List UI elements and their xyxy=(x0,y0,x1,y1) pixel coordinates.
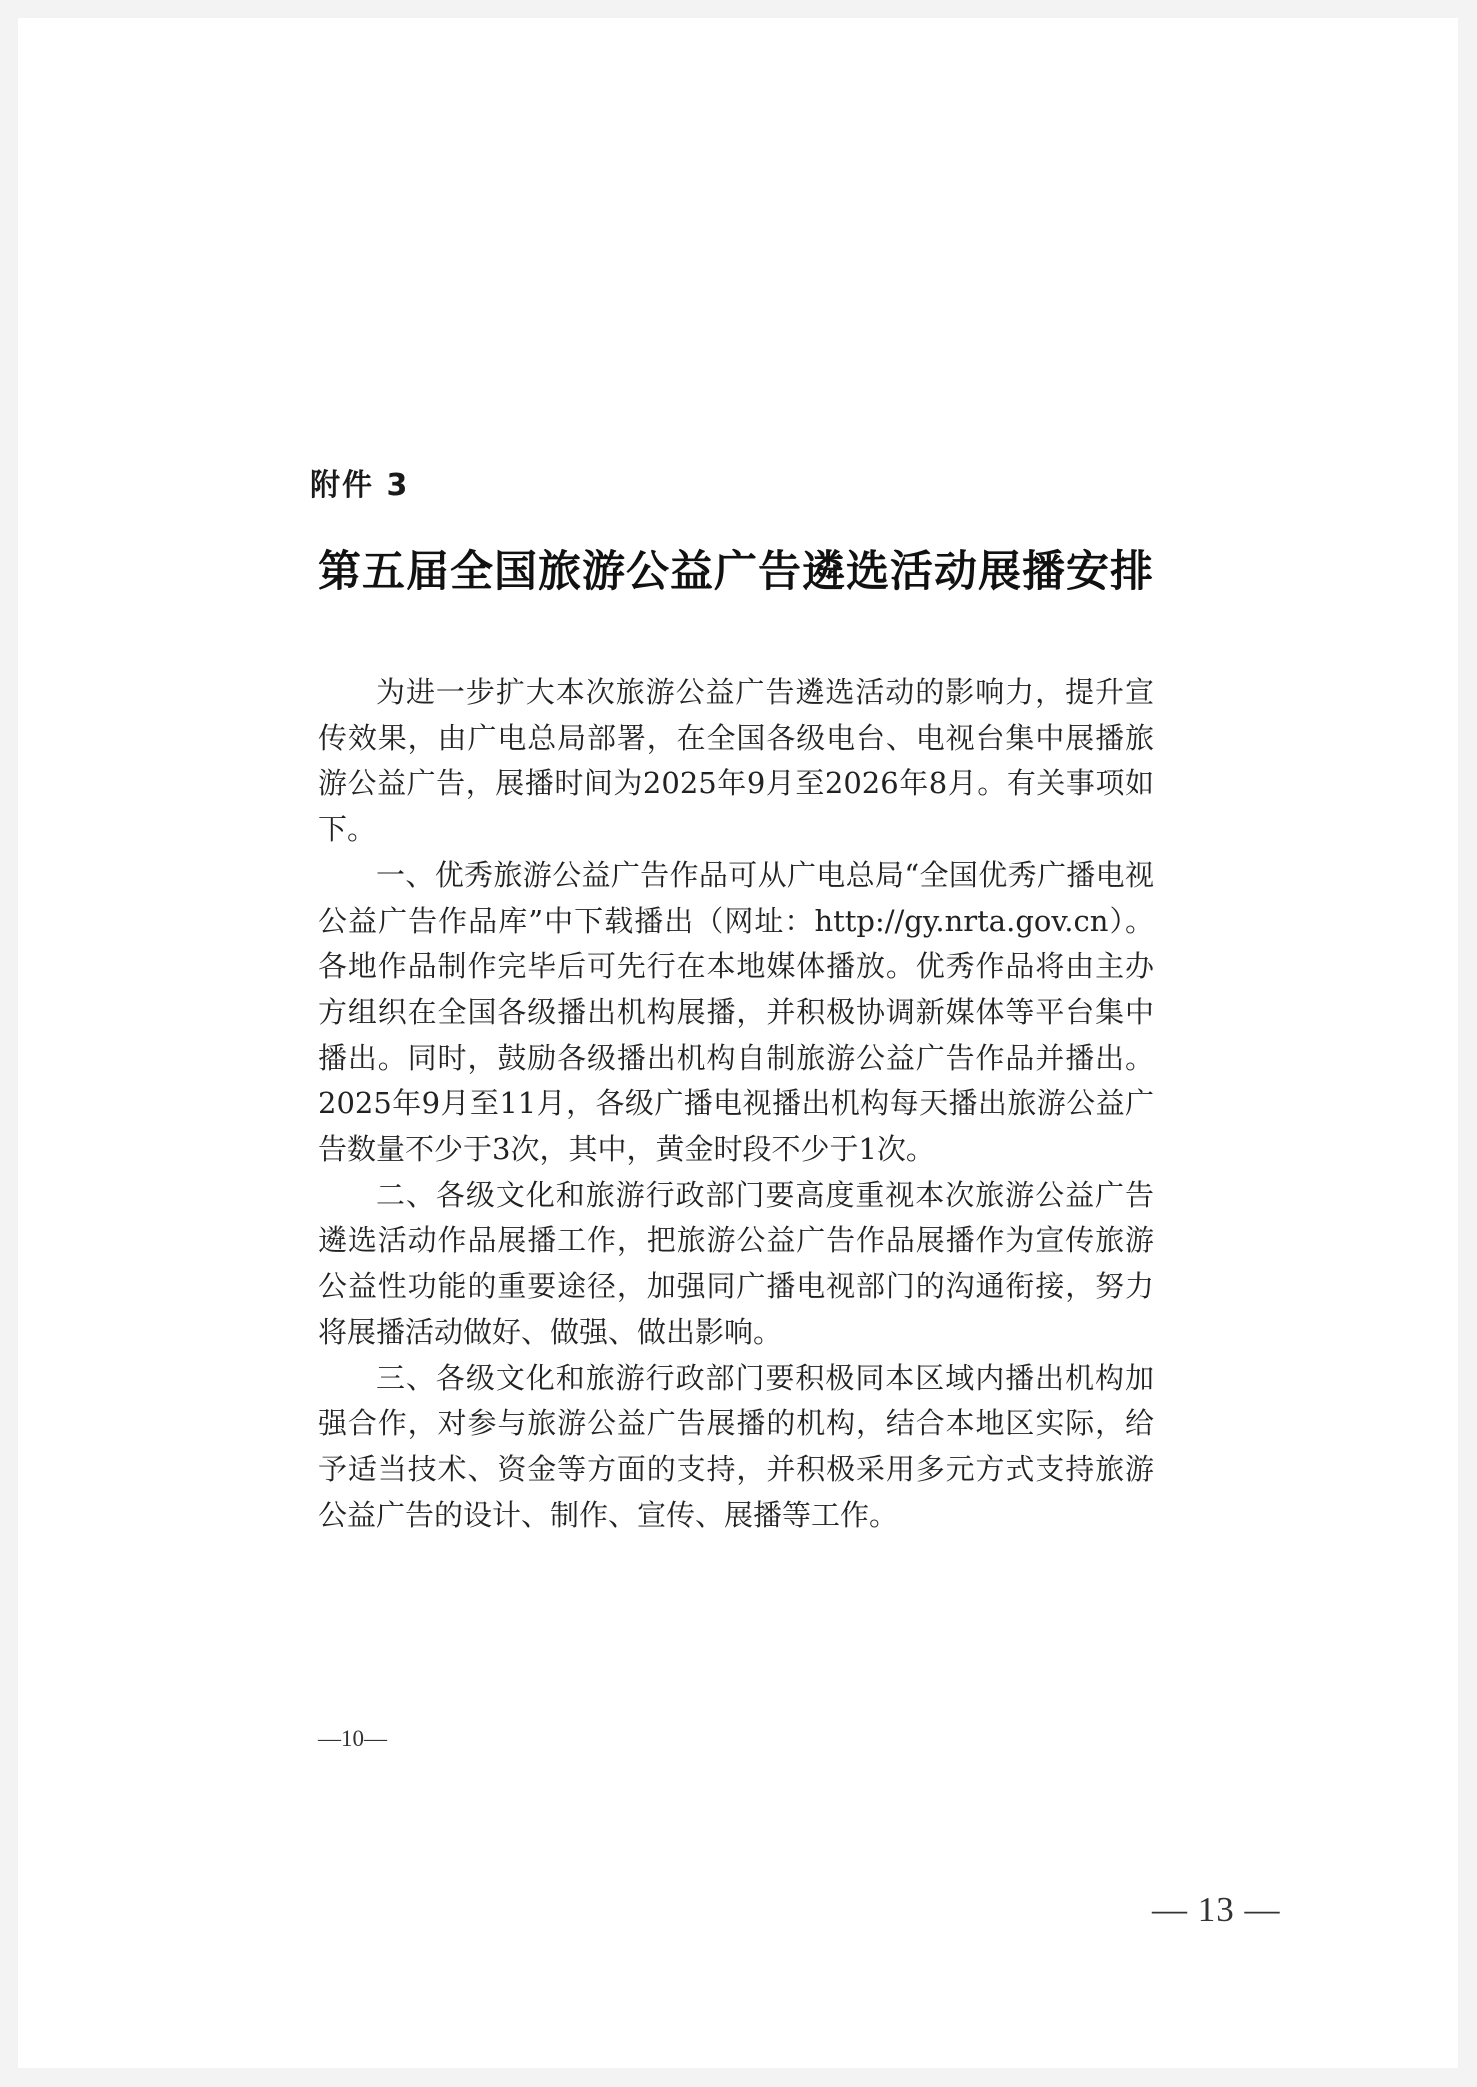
paragraph-item-3: 三、各级文化和旅游行政部门要积极同本区域内播出机构加强合作，对参与旅游公益广告展播的机构，结合本地区实际，给予适当技术、资金等方面的支持，并积极采用多元方式支持旅游公益广告的设计、制作、宣传、展播等工作。 xyxy=(318,1360,1154,1532)
outer-page-number: — 13 — xyxy=(1152,1890,1281,1929)
inner-page-number: —10— xyxy=(318,1726,387,1751)
document-body xyxy=(318,670,1154,1538)
document-page xyxy=(18,18,1458,2068)
attachment-label: 附件 3 xyxy=(310,468,410,503)
document-title: 第五届全国旅游公益广告遴选活动展播安排 xyxy=(318,547,1154,597)
paragraph-item-2: 二、各级文化和旅游行政部门要高度重视本次旅游公益广告遴选活动作品展播工作，把旅游公益广告作品展播作为宣传旅游公益性功能的重要途径，加强同广播电视部门的沟通衔接，努力将展播活动做好、做强、做出影响。 xyxy=(318,1177,1154,1349)
paragraph-item-1: 一、优秀旅游公益广告作品可从广电总局“全国优秀广播电视公益广告作品库”中下载播出（网址：http://gy.nrta.gov.cn）。各地作品制作完毕后可先行在本地媒体播放。优秀作品将由主办方组织在全国各级播出机构展播，并积极协调新媒体等平台集中播出。同时，鼓励各级播出机构自制旅游公益广告作品并播出。2025年9月至11月，各级广播电视播出机构每天播出旅游公益广告数量不少于3次，其中，黄金时段不少于1次。 xyxy=(318,857,1154,1167)
paragraph-intro: 为进一步扩大本次旅游公益广告遴选活动的影响力，提升宣传效果，由广电总局部署，在全国各级电台、电视台集中展播旅游公益广告，展播时间为2025年9月至2026年8月。有关事项如下。 xyxy=(318,675,1154,847)
